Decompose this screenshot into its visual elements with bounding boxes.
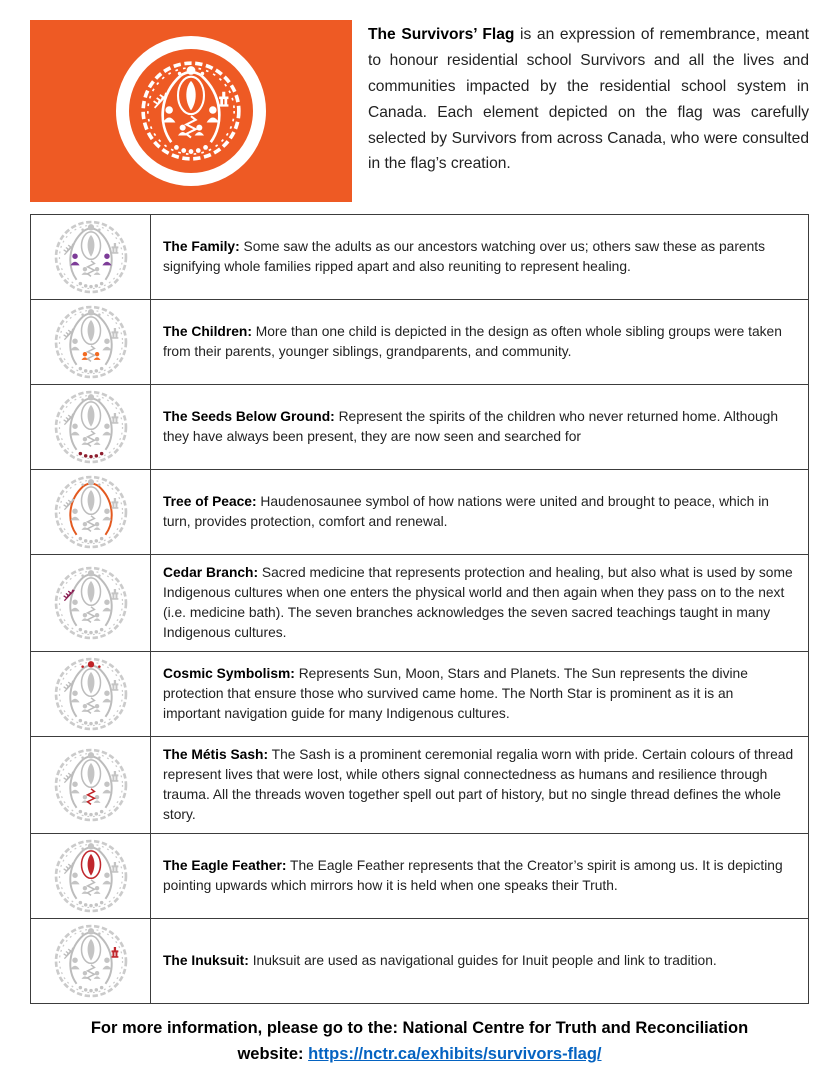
- table-row: [31, 215, 809, 300]
- header-section: [30, 20, 809, 202]
- row-emblem-cell: [31, 737, 151, 834]
- survivors-flag-emblem-icon: [53, 389, 129, 465]
- row-emblem-cell: [31, 652, 151, 737]
- row-emblem-cell: [31, 555, 151, 652]
- footer-line2: [30, 1042, 809, 1068]
- flag-emblem-icon: [139, 59, 243, 163]
- row-description: The Eagle Feather represents that the Creator’s spirit is among us. It is depicting pointing upwards which mirrors how it is held when one speaks their Truth.: [163, 858, 783, 893]
- row-text-cell: [151, 737, 809, 834]
- row-description: Represents Sun, Moon, Stars and Planets. The Sun represents the divine protection that ensure those who survived came home. The North Star is prominent as it is an important navigation guide for many Indigenous cultures.: [163, 666, 748, 721]
- row-description: Haudenosaunee symbol of how nations were united and brought to peace, which in turn, provides protection, comfort and renewal.: [163, 494, 769, 529]
- row-title: The Family:: [163, 239, 240, 254]
- table-row: [31, 919, 809, 1004]
- row-title: The Inuksuit:: [163, 953, 249, 968]
- survivors-flag-emblem-icon: [53, 304, 129, 380]
- table-row: [31, 737, 809, 834]
- row-title: The Seeds Below Ground:: [163, 409, 335, 424]
- survivors-flag-emblem-icon: [53, 565, 129, 641]
- intro-paragraph: [368, 20, 809, 177]
- row-text-cell: [151, 385, 809, 470]
- flag-image: [30, 20, 352, 202]
- table-row: [31, 300, 809, 385]
- survivors-flag-emblem-icon: [53, 219, 129, 295]
- row-emblem-cell: [31, 919, 151, 1004]
- row-emblem-cell: [31, 834, 151, 919]
- row-title: Cedar Branch:: [163, 565, 259, 580]
- flag-elements-table: [30, 214, 809, 1004]
- survivors-flag-emblem-icon: [53, 838, 129, 914]
- row-emblem-cell: [31, 300, 151, 385]
- table-row: [31, 555, 809, 652]
- survivors-flag-emblem-icon: [53, 656, 129, 732]
- row-text-cell: [151, 652, 809, 737]
- row-text-cell: [151, 215, 809, 300]
- table-row: [31, 652, 809, 737]
- survivors-flag-emblem-icon: [53, 474, 129, 550]
- row-emblem-cell: [31, 385, 151, 470]
- table-row: [31, 834, 809, 919]
- row-title: Cosmic Symbolism:: [163, 666, 295, 681]
- row-text-cell: [151, 300, 809, 385]
- row-description: The Sash is a prominent ceremonial regalia worn with pride. Certain colours of thread represent lives that were lost, while others signal connectedness as humans and resilience through trauma. All the threads woven together spell out part of history, but no single thread defines the whole story.: [163, 747, 794, 822]
- footer-line1: For more information, please go to the: National Centre for Truth and Reconciliation: [90, 1019, 749, 1037]
- row-title: The Eagle Feather:: [163, 858, 287, 873]
- row-description: Represent the spirits of the children who never returned home. Although they have always been present, they are now seen and searched for: [163, 409, 779, 444]
- table-row: [31, 470, 809, 555]
- row-emblem-cell: [31, 215, 151, 300]
- row-emblem-cell: [31, 470, 151, 555]
- row-text-cell: [151, 470, 809, 555]
- row-description: More than one child is depicted in the design as often whole sibling groups were taken from their parents, younger siblings, grandparents, and community.: [163, 324, 782, 359]
- row-description: Sacred medicine that represents protection and healing, but also what is used by some Indigenous cultures when one enters the physical world and then again when they pass on to the next (i.e. medicine bath). The seven branches acknowledges the seven sacred teachings taught in many Indigenous cultures.: [163, 565, 793, 640]
- intro-text: is an expression of remembrance, meant to honour residential school Survivors and all the lives and communities impacted by the residential school system in Canada. Each element depicted on the flag was carefully selected by Survivors from across Canada, who were consulted in the flag’s creation.: [368, 26, 809, 173]
- footer-website-label: website:: [237, 1044, 304, 1063]
- nctr-link[interactable]: https://nctr.ca/exhibits/survivors-flag/: [308, 1044, 602, 1063]
- table-row: [31, 385, 809, 470]
- row-title: Tree of Peace:: [163, 494, 257, 509]
- row-text-cell: [151, 919, 809, 1004]
- row-title: The Métis Sash:: [163, 747, 269, 762]
- footer: [30, 1016, 809, 1067]
- intro-bold-title: The Survivors’ Flag: [368, 26, 515, 43]
- row-text-cell: [151, 555, 809, 652]
- survivors-flag-emblem-icon: [53, 747, 129, 823]
- row-description: Some saw the adults as our ancestors watching over us; others saw these as parents signifying whole families ripped apart and also reuniting to represent healing.: [163, 239, 766, 274]
- row-description: Inuksuit are used as navigational guides for Inuit people and link to tradition.: [252, 953, 717, 968]
- survivors-flag-emblem-icon: [53, 923, 129, 999]
- row-text-cell: [151, 834, 809, 919]
- row-title: The Children:: [163, 324, 252, 339]
